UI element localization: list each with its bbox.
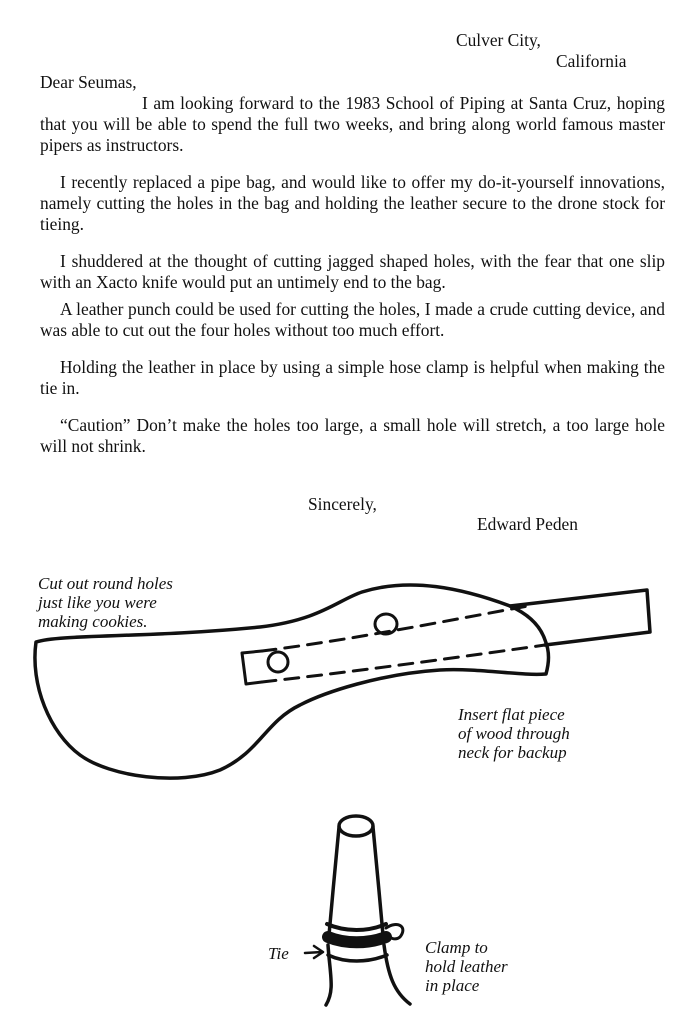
caption-clamp-line: in place (425, 976, 480, 995)
caption-clamp-line: Clamp to (425, 938, 488, 957)
caption-cookies-line: making cookies. (38, 612, 148, 631)
location-state: California (556, 51, 627, 71)
caption-wood-backup (458, 705, 570, 762)
stock-right-side (373, 827, 383, 935)
clamp-band (327, 924, 386, 930)
caption-clamp-line: hold leather (425, 957, 508, 976)
signature: Edward Peden (477, 514, 578, 534)
round-hole-lower (268, 652, 288, 672)
label-tie: Tie (268, 944, 289, 963)
caption-cookies-line: Cut out round holes (38, 574, 173, 593)
paragraph-2: I recently replaced a pipe bag, and would like to offer my do-it-yourself innovations, namely cutting the holes in the bag and holding the leather secure to the drone stock for tieing. (40, 172, 665, 234)
paragraph-3: I shuddered at the thought of cutting jagged shaped holes, with the fear that one slip with an Xacto knife would put an untimely end to the bag. (40, 251, 665, 292)
paragraph-5: Holding the leather in place by using a simple hose clamp is helpful when making the tie in. (40, 357, 665, 398)
closing: Sincerely, (308, 494, 377, 514)
tie-arrow-line (305, 952, 322, 953)
stock-top (339, 816, 373, 836)
paragraph-6: “Caution” Don’t make the holes too large, a small hole will stretch, a too large hole will not shrink. (40, 415, 665, 456)
paragraph-4: A leather punch could be used for cutting the holes, I made a crude cutting device, and was able to cut out the four holes without too much effort. (40, 299, 665, 340)
wood-piece-end (242, 651, 262, 684)
clamp-band-fill (328, 937, 386, 942)
salutation: Dear Seumas, (40, 72, 137, 92)
caption-wood-line: Insert flat piece (458, 705, 565, 724)
location-city: Culver City, (456, 30, 541, 50)
caption-cookies (38, 574, 173, 631)
caption-clamp (425, 938, 508, 995)
paragraph-1: I am looking forward to the 1983 School of Piping at Santa Cruz, hoping that you will be able to spend the full two weeks, and bring along world famous master pipers as instructors. (40, 93, 665, 155)
stock-left-side (329, 827, 339, 935)
caption-wood-line: of wood through (458, 724, 570, 743)
wood-piece-bottom (262, 645, 545, 682)
tie-band (328, 955, 387, 961)
caption-cookies-line: just like you were (38, 593, 157, 612)
caption-wood-line: neck for backup (458, 743, 567, 762)
